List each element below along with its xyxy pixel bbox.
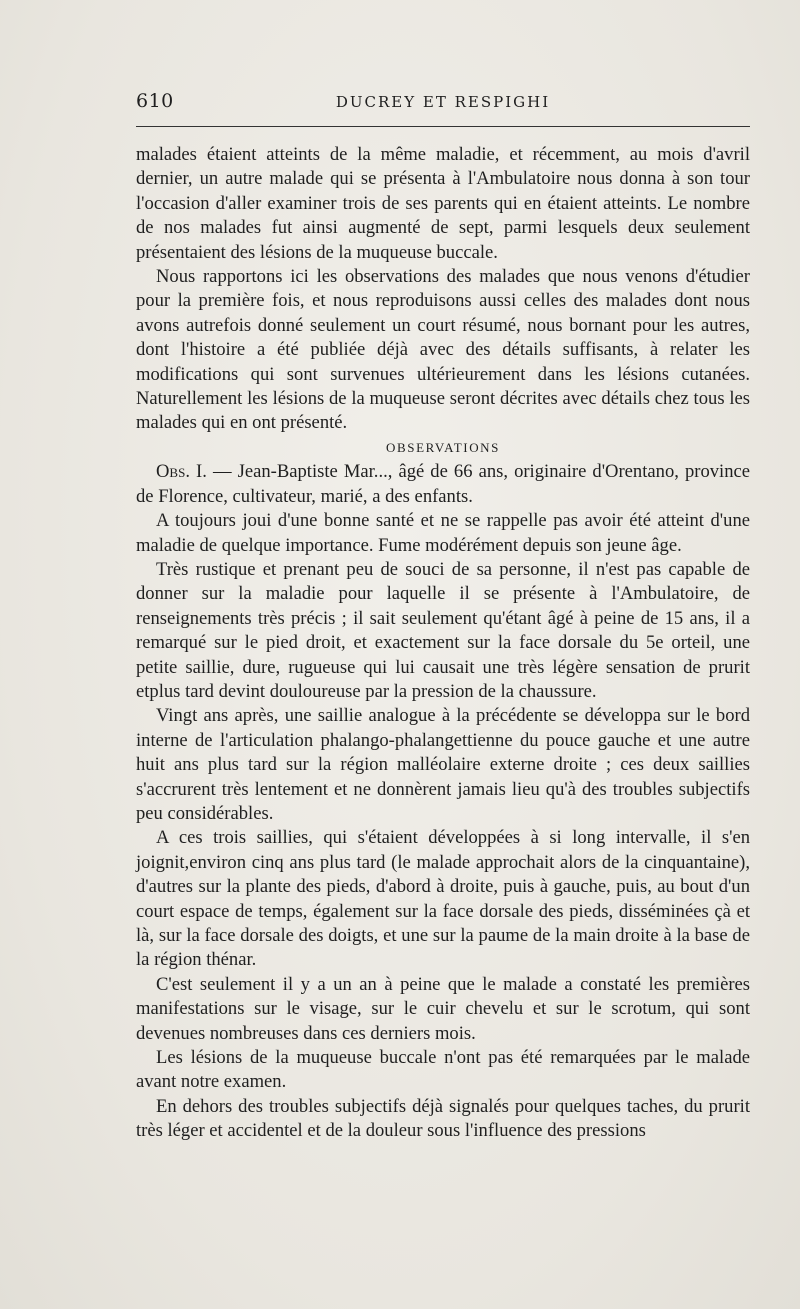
running-head	[136, 90, 750, 114]
paragraph: C'est seulement il y a un an à peine que le malade a constaté les premières manifestations sur le visage, sur le cuir chevelu et sur le scrotum, qui sont devenues nombreuses dans ces derniers mois.	[136, 973, 750, 1044]
paragraph: malades étaient atteints de la même maladie, et récemment, au mois d'avril dernier, un autre malade qui se présenta à l'Ambulatoire nous donna à son tour l'occasion d'aller examiner trois de ses parents qui en étaient atteints. Le nombre de nos malades fut ainsi augmenté de sept, parmi lesquels deux seulement présentaient des lésions de la muqueuse buccale.	[136, 144, 750, 263]
observation-intro	[136, 460, 750, 509]
paragraph: Très rustique et prenant peu de souci de sa personne, il n'est pas capable de donner sur la maladie pour laquelle il se présente à l'Ambulatoire, de renseignements très précis ; il sait seulement qu'étant âgé à peine de 15 ans, il a remarqué sur le pied droit, et exactement sur la face dorsale du 5e orteil, une petite saillie, dure, rugueuse qui lui causait une très légère sensation de prurit etplus tard devint douloureuse par la pression de la chaussure.	[136, 558, 750, 702]
header-rule	[136, 126, 750, 127]
section-heading: OBSERVATIONS	[386, 439, 500, 455]
paragraph: A toujours joui d'une bonne santé et ne se rappelle pas avoir été atteint d'une maladie de quelque importance. Fume modérément depuis son jeune âge.	[136, 510, 750, 556]
paragraph: A ces trois saillies, qui s'étaient développées à si long intervalle, il s'en joignit,environ cinq ans plus tard (le malade approchait alors de la cinquantaine), d'autres sur la plante des pieds, d'abord à droite, puis à gauche, puis, au bout d'un court espace de temps, également sur la face dorsale des pieds, disséminées çà et là, sur la face dorsale des doigts, et une sur la paume de la main droite à la base de la région thénar.	[136, 827, 750, 971]
running-title: DUCREY ET RESPIGHI	[335, 93, 551, 111]
observation-intro-text: — Jean-Baptiste Mar..., âgé de 66 ans, originaire d'Orentano, province de Florence, cultivateur, marié, a des enfants.	[136, 461, 751, 507]
paragraph: Nous rapportons ici les observations des malades que nous venons d'étudier pour la première fois, et nous reproduisons aussi celles des malades dont nous avons autrefois donné seulement un court résumé, nous bornant pour les autres, dont l'histoire a été publiée déjà avec des détails suffisants, à relater les modifications qui sont survenues ultérieurement dans les lésions cutanées. Naturellement les lésions de la muqueuse seront décrites avec détails chez tous les malades qui en ont présenté.	[136, 266, 750, 434]
paragraph: Les lésions de la muqueuse buccale n'ont pas été remarquées par le malade avant notre examen.	[136, 1047, 750, 1093]
paragraph: En dehors des troubles subjectifs déjà signalés pour quelques taches, du prurit très léger et accidentel et de la douleur sous l'influence des pressions	[136, 1095, 750, 1142]
body-text	[136, 143, 750, 1144]
paragraph: Vingt ans après, une saillie analogue à la précédente se développa sur le bord interne de l'articulation phalango-phalangettienne du pouce gauche et une autre huit ans plus tard sur la région malléolaire externe droite ; ces deux saillies s'accrurent très lentement et ne donnèrent jamais lieu qu'à des troubles subjectifs peu considérables.	[136, 705, 750, 824]
observation-label: Obs. I.	[156, 461, 207, 483]
page-number: 610	[136, 90, 174, 112]
